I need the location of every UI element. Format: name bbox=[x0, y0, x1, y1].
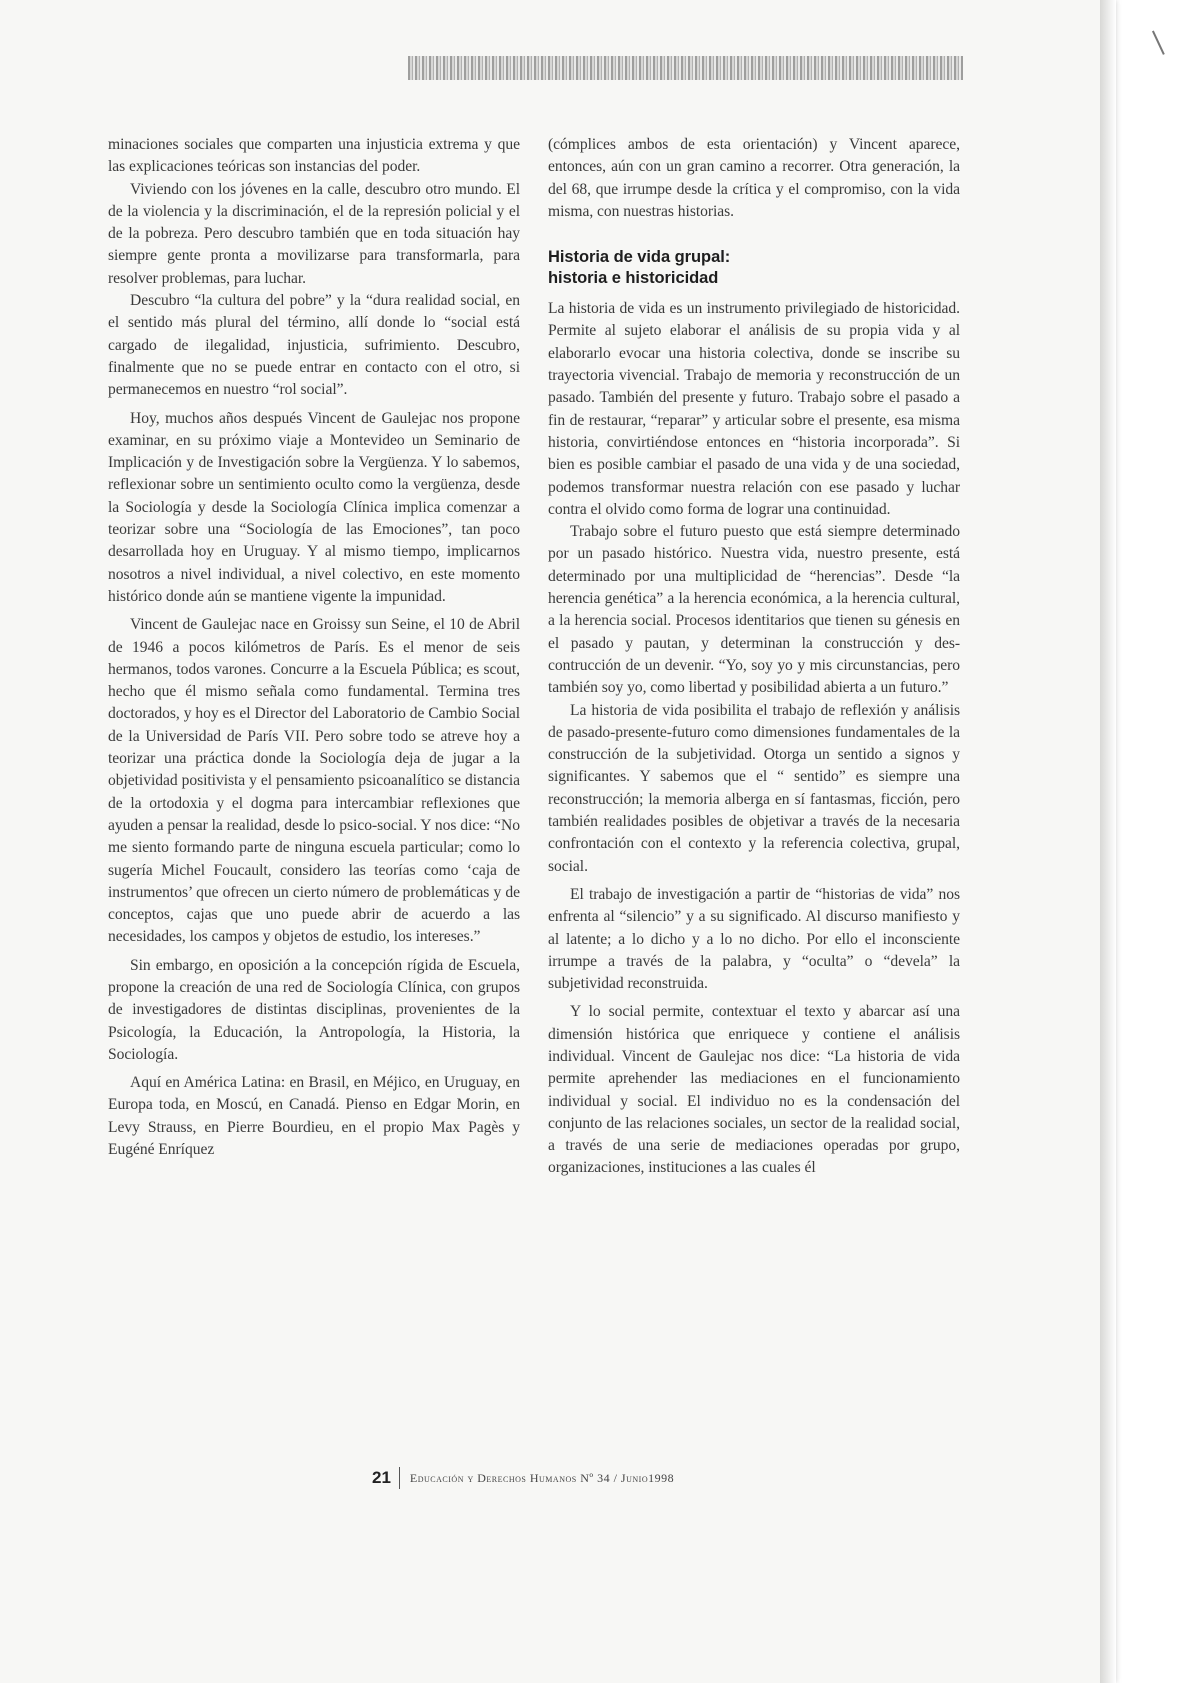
paragraph: Hoy, muchos años después Vincent de Gaulejac nos propone examinar, en su próximo viaje a Montevideo un Seminario de Implicación y de Investigación sobre la Vergüenza. Y lo sabemos, reflexionar sobre un sentimiento oculto como la vergüenza, desde la Sociología y desde la Sociología Clínica implica comenzar a teorizar sobre una “Sociología de las Emociones”, tan poco desarrollada hoy en Uruguay. Y al mismo tiempo, implicarnos nosotros a nivel individual, a nivel colectivo, en este momento histórico donde aún se mantiene vigente la impunidad. bbox=[108, 409, 520, 605]
section-heading bbox=[548, 247, 960, 288]
paragraph: La historia de vida posibilita el trabajo de reflexión y análisis de pasado-presente-futuro como dimensiones fundamentales de la construcción de la subjetividad. Otorga un sentido a signos y significantes. Y sabemos que el “ sentido” es siempre una reconstrucción; la memoria alberga en sí fantasmas, ficción, pero también realidades posibles de objetivar a través de la necesaria confrontación con el contexto y la referencia colectiva, grupal, social. bbox=[548, 701, 960, 875]
header-decorative-band bbox=[408, 56, 963, 80]
page-edge-shadow bbox=[1100, 0, 1116, 1683]
footer-divider bbox=[399, 1467, 400, 1489]
page-footer bbox=[372, 1463, 932, 1493]
paragraph: Y lo social permite, contextuar el texto y abarcar así una dimensión histórica que enriquece y contiene el análisis individual. Vincent de Gaulejac nos dice: “La historia de vida permite aprehender las mediaciones en el funcionamiento individual y social. El individuo no es la condensación del conjunto de las relaciones sociales, un sector de la realidad social, a través de una serie de mediaciones operadas por grupo, organizaciones, instituciones a las cuales él bbox=[548, 1003, 960, 1177]
journal-citation: Educación y Derechos Humanos Nº 34 / Junio1998 bbox=[409, 1470, 675, 1485]
paragraph: El trabajo de investigación a partir de “historias de vida” nos enfrenta al “silencio” y a su significado. Al discurso manifiesto y al latente; a lo dicho y a lo no dicho. Por ello el inconsciente irrumpe a través de la palabra, y “oculta” o “devela” la subjetividad reconstruida. bbox=[548, 885, 960, 993]
section-heading-line: historia e historicidad bbox=[548, 268, 719, 287]
paragraph: Descubro “la cultura del pobre” y la “dura realidad social, en el sentido más plural del término, allí donde lo “social está cargado de ilegalidad, injusticia, sufrimiento. Descubro, finalmente que no se puede entrar en contacto con el otro, si permanecemos en nuestro “rol social”. bbox=[108, 292, 520, 399]
paragraph: Vincent de Gaulejac nace en Groissy sun Seine, el 10 de Abril de 1946 a pocos kilómetros de París. Es el menor de seis hermanos, todos varones. Concurre a la Escuela Pública; es scout, hecho que él mismo señala como fundamental. Termina tres doctorados, y hoy es el Director del Laboratorio de Cambio Social de la Universidad de París VII. Pero sobre todo se atreve hoy a teorizar una práctica donde la Sociología deja de jugar a la objetividad positivista y el pensamiento psicoanalítico se distancia de la ortodoxia y el dogma para intercambiar reflexiones que ayuden a pensar la realidad, desde lo psico-social. Y nos dice: “No me siento formando parte de ninguna escuela particular; como lo sugería Michel Foucault, considero las teorías como ‘caja de instrumentos’ que ofrecen un cierto número de problemáticas y de conceptos, cajas que uno puede abrir de acuerdo a las necesidades, los campos y objetos de estudio, los intereses.” bbox=[108, 616, 520, 946]
paragraph: Trabajo sobre el futuro puesto que está siempre determinado por un pasado histórico. Nuestra vida, nuestro presente, está determinado por una multiplicidad de “herencias”. Desde “la herencia genética” a la herencia económica, a la herencia cultural, a la herencia social. Procesos identitarios que tienen su génesis en el pasado y pautan, y determinan la construcción y des-contrucción de un devenir. “Yo, soy yo y mis circunstancias, pero también soy yo, como libertad y posibilidad abierta a un futuro.” bbox=[548, 523, 960, 697]
left-text-column bbox=[108, 134, 520, 1161]
section-heading-line: Historia de vida grupal: bbox=[548, 248, 731, 267]
paragraph: Sin embargo, en oposición a la concepción rígida de Escuela, propone la creación de una red de Sociología Clínica, con grupos de investigadores de distintas disciplinas, provenientes de la Psicología, la Educación, la Antropología, la Historia, la Sociología. bbox=[108, 956, 520, 1063]
paragraph: Aquí en América Latina: en Brasil, en Méjico, en Uruguay, en Europa toda, en Moscú, en Canadá. Pienso en Edgar Morin, en Levy Strauss, en Pierre Bourdieu, en el propio Max Pagès y Eugéné Enríquez bbox=[108, 1074, 520, 1159]
paragraph: La historia de vida es un instrumento privilegiado de historicidad. Permite al sujeto elaborar el análisis de su propia vida y al elaborarlo evocar una historia colectiva, donde se inscribe su trayectoria vivencial. Trabajo de memoria y reconstrucción de un pasado. También del presente y futuro. Trabajo sobre el pasado a fin de restaurar, “reparar” y articular sobre el presente, esa misma historia, convirtiéndose entonces en “historia incorporada”. Si bien es posible cambiar el pasado de una vida y de una sociedad, podemos transformar nuestra relación con ese pasado y luchar contra el olvido como forma de lograr una continuidad. bbox=[548, 300, 960, 518]
paragraph: Viviendo con los jóvenes en la calle, descubro otro mundo. El de la violencia y la discriminación, el de la represión policial y el de la pobreza. Pero descubro también que en toda situación hay siempre gente pronta a movilizarse para transformarla, para resolver problemas, para luchar. bbox=[108, 180, 520, 287]
right-text-column bbox=[548, 134, 960, 1180]
corner-mark bbox=[1152, 27, 1172, 55]
paragraph: (cómplices ambos de esta orientación) y Vincent aparece, entonces, aún con un gran camino a recorrer. Otra generación, la del 68, que irrumpe desde la crítica y el compromiso, con la vida misma, con nuestras historias. bbox=[548, 136, 960, 220]
paragraph: minaciones sociales que comparten una injusticia extrema y que las explicaciones teóricas son instancias del poder. bbox=[108, 136, 520, 176]
page-number: 21 bbox=[372, 1468, 391, 1487]
